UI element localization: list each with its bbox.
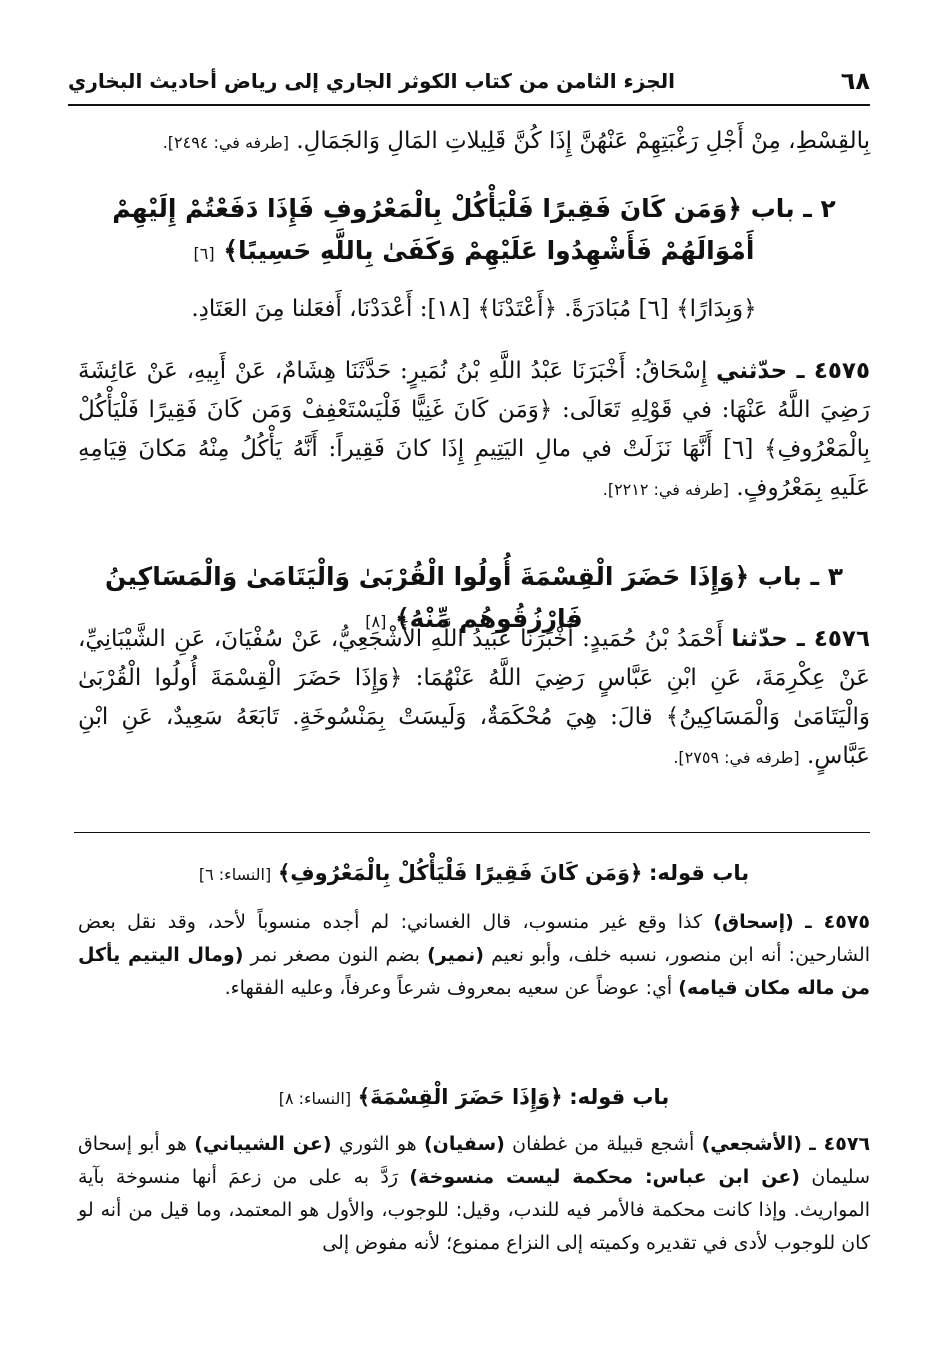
note-2-reference: [النساء: ٨]: [278, 1089, 352, 1108]
page-header: [68, 58, 870, 106]
note-1-reference: [النساء: ٦]: [198, 865, 272, 884]
note-4575-text-1: كذا وقع غير منسوب، قال الغساني: لم أجده منسوباً لأحد، وقد نقل بعض الشارحين: أنه ابن منصور، نسبه خلف، وأبو نعيم: [78, 911, 870, 966]
hadith-4576-number: ٤٥٧٦ ـ حدّثنا: [731, 626, 870, 652]
footnote-divider: [74, 832, 870, 833]
note-2-heading: [78, 1080, 870, 1116]
note-4575-number: ٤٥٧٥ ـ: [805, 911, 870, 933]
chapter-2-number: ٢ ـ باب: [750, 194, 836, 223]
note-1-label: باب قوله:: [649, 861, 750, 885]
note-1-heading: [78, 856, 870, 892]
note-4576-text-2: هو الثوري: [338, 1133, 417, 1155]
note-4576-term-2: (سفيان): [424, 1133, 505, 1155]
chapter-3-reference: [٨]: [365, 612, 387, 631]
intro-text: بِالقِسْطِ، مِنْ أَجْلِ رَغْبَتِهِمْ عَنْهُنَّ إِذَا كُنَّ قَلِيلاتِ المَالِ وَالجَمَالِ.: [296, 128, 870, 154]
note-4576-text-3: هو أبو إسحاق سليمان: [78, 1133, 871, 1188]
note-4576-text-4: رَدَّ به على من زعمَ أنها منسوخة بآية المواريث. وإذا كانت محكمة فالأمر فيه للندب، وقيل: للوجوب، والأول هو المعتمد، وما قيل من أنه لو كان للوجوب لأدى في تقديره وكميته إلى النزاع ممنوع؛ لأنه مفوض إلى: [78, 1166, 870, 1254]
chapter-2-verse-line-2: أَمْوَالَهُمْ فَأَشْهِدُوا عَلَيْهِمْ وَكَفَىٰ بِاللَّهِ حَسِيبًا﴾: [223, 236, 755, 265]
page-number: ٦٨: [840, 67, 870, 95]
hadith-4575: [78, 352, 870, 509]
intro-reference: [طرفه في: ٢٤٩٤].: [162, 133, 289, 152]
note-4575-text-2: بضم النون مصغر نمر: [250, 944, 420, 966]
note-4575-term-2: (نمير): [427, 944, 484, 966]
note-2-verse: ﴿وَإِذَا حَضَرَ الْقِسْمَةَ﴾: [357, 1085, 563, 1109]
chapter-3-verse: ﴿وَإِذَا حَضَرَ الْقِسْمَةَ أُولُوا الْقُرْبَىٰ وَالْيَتَامَىٰ وَالْمَسَاكِينُ فَارْزُقُوهُم مِّنْهُ﴾: [104, 562, 750, 633]
note-1-verse: ﴿وَمَن كَانَ فَقِيرًا فَلْيَأْكُلْ بِالْمَعْرُوفِ﴾: [277, 861, 643, 885]
note-4575-term-1: (إسحاق): [713, 911, 794, 933]
hadith-4576: [78, 620, 870, 777]
note-4576-term-3: (عن الشيباني): [194, 1133, 332, 1155]
hadith-4575-number: ٤٥٧٥ ـ حدّثني: [716, 358, 870, 384]
note-4575-text-3: أي: عوضاً عن سعيه بمعروف شرعاً وعرفاً، وعليه الفقهاء.: [224, 977, 673, 999]
note-4576-number: ٤٥٧٦ ـ: [809, 1133, 871, 1155]
hadith-4575-text: إِسْحَاقُ: أَخْبَرَنَا عَبْدُ اللَّهِ بْنُ نُمَيرٍ: حَدَّثَنَا هِشَامٌ، عَنْ أَبِيهِ، عَنْ عَائِشَةَ رَضِيَ اللَّهُ عَنْهَا: في قَوْلِهِ تَعَالَى: ﴿وَمَن كَانَ غَنِيًّا فَلْيَسْتَعْفِفْ وَمَن كَانَ فَقِيرًا فَلْيَأْكُلْ بِالْمَعْرُوفِ﴾ [٦] أَنَّهَا نَزَلَتْ في مالِ اليَتِيمِ إِذَا كانَ فَقِيراً: أَنَّهُ يَأْكُلُ مِنْهُ مَكانَ قِيَامِهِ عَلَيهِ بِمَعْرُوفٍ.: [78, 358, 870, 501]
chapter-2-verse-line-1: ﴿وَمَن كَانَ فَقِيرًا فَلْيَأْكُلْ بِالْمَعْرُوفِ فَإِذَا دَفَعْتُمْ إِلَيْهِمْ: [112, 194, 742, 223]
intro-paragraph: [78, 122, 870, 162]
hadith-4576-text: أَحْمَدُ بْنُ حُمَيدٍ: أَخْبَرَنَا عُبَيدُ اللَّهِ الأَشْجَعِيُّ، عَنْ سُفْيَانَ، عَنِ الشَّيْبَانِيِّ، عَنْ عِكْرِمَةَ، عَنِ ابْنِ عَبَّاسٍ رَضِيَ اللَّهُ عَنْهُمَا: ﴿وَإِذَا حَضَرَ الْقِسْمَةَ أُولُوا الْقُرْبَىٰ وَالْيَتَامَىٰ وَالْمَسَاكِينُ﴾ قالَ: هِيَ مُحْكَمَةٌ، وَلَيسَتْ بِمَنْسُوخَةٍ. تَابَعَهُ سَعِيدٌ، عَنِ ابْنِ عَبَّاسٍ.: [78, 626, 870, 769]
note-4576-text-1: أشجع قبيلة من غطفان: [512, 1133, 695, 1155]
note-4576-term-4: (عن ابن عباس: محكمة ليست منسوخة): [409, 1166, 800, 1188]
note-4576: [78, 1128, 870, 1260]
chapter-3-number: ٣ ـ باب: [757, 562, 844, 591]
hadith-4576-reference: [طرفه في: ٢٧٥٩].: [673, 748, 800, 767]
note-4575-term-3: (ومال اليتيم يأكل من ماله مكان قيامه): [78, 944, 870, 999]
note-2-label: باب قوله:: [569, 1085, 670, 1109]
running-title: الجزء الثامن من كتاب الكوثر الجاري إلى رياض أحاديث البخاري: [68, 69, 675, 93]
note-4575: [78, 906, 870, 1005]
chapter-2-heading: [78, 188, 870, 275]
chapter-2-reference: [٦]: [193, 244, 215, 263]
gloss-line: [78, 290, 870, 329]
gloss-text: ﴿وَبِدَارًا﴾ [٦] مُبَادَرَةً. ﴿أَعْتَدْنَا﴾ [١٨]: أَعْدَدْنَا، أَفعَلنا مِنَ العَتَادِ.: [191, 296, 757, 322]
hadith-4575-reference: [طرفه في: ٢٢١٢].: [602, 480, 730, 499]
note-4576-term-1: (الأشجعي): [701, 1133, 802, 1155]
